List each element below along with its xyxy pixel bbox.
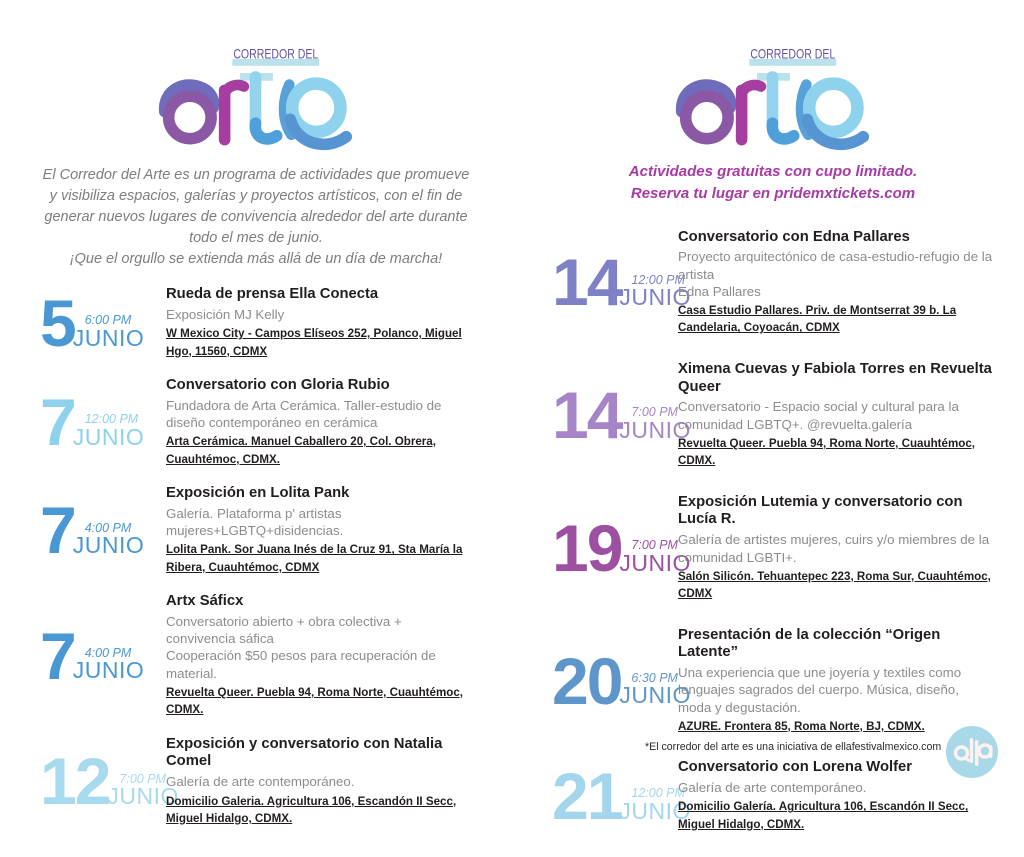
event-june-14-evening [552, 361, 994, 470]
event-june-7-noon [40, 377, 472, 468]
right-column [552, 46, 994, 857]
event-title: Presentación de la colección “Origen Latente” [678, 626, 941, 661]
event-description: Conversatorio - Espacio social y cultural para la comunidad LGBTQ+. @revuelta.galería [678, 399, 959, 432]
event-time: 7:00 PM [631, 538, 678, 553]
event-month: JUNIO [619, 284, 691, 311]
event-location-link[interactable]: W Mexico City - Campos Elíseos 252, Polanco, Miguel Hgo, 11560, CDMX [166, 327, 462, 358]
event-day: 12 [40, 744, 110, 819]
event-time: 12:00 PM [631, 786, 685, 801]
event-day: 14 [552, 377, 622, 452]
event-title: Artx Sáficx [166, 593, 244, 610]
event-month: JUNIO [72, 532, 145, 559]
event-time: 7:00 PM [119, 771, 166, 786]
event-location-link[interactable]: Lolita Pank. Sor Juana Inés de la Cruz 91, Sta María la Ribera, Cuauhtémoc, CDMX [166, 543, 463, 574]
event-time-month [73, 314, 145, 349]
event-month: JUNIO [619, 797, 691, 824]
event-description: Fundadora de Arta Cerámica. Taller-estudio de diseño contemporáneo en cerámica [166, 397, 442, 430]
arte-logo-icon [157, 46, 355, 157]
event-description: Galería de arte contemporáneo. [678, 780, 867, 796]
event-description: Conversatorio abierto + obra colectiva + convivencia sáfica [166, 613, 402, 647]
event-time: 4:00 PM [84, 645, 132, 660]
event-title: Conversatorio con Gloria Rubio [166, 376, 390, 393]
logo-kicker-text: CORREDOR DEL [750, 46, 836, 62]
event-day: 21 [552, 758, 622, 833]
event-june-12 [40, 736, 472, 828]
event-date [552, 245, 691, 320]
event-location-link[interactable]: Domicilio Galeria. Agricultura 106, Escandón II Secc, Miguel Hidalgo, CDMX. [166, 794, 457, 825]
event-details [166, 736, 472, 828]
footnote-text: *El corredor del arte es una iniciativa de [645, 741, 836, 753]
ella-festival-logo-icon [946, 726, 998, 783]
event-description: Una experiencia que une joyería y textiles como lenguajes sagrados del cuerpo. Música, diseño, moda y degustación. [678, 665, 962, 715]
event-date [552, 643, 691, 718]
arte-logo-icon [674, 46, 872, 157]
corredor-del-arte-logo [40, 46, 472, 157]
footnote-site-link[interactable]: ellafestivalmexico.com [835, 741, 942, 753]
event-month: JUNIO [107, 783, 179, 810]
intro-paragraph: El Corredor del Arte es un programa de actividades que promueve y visibiliza espacios, galerías y proyectos artísticos, con el fin de generar nuevos lugares de convivencia alrededor del arte durante todo el mes de junio. [42, 167, 470, 247]
event-description: Galería. Plataforma p' artistas mujeres+LGBTQ+disidencias. [166, 505, 344, 539]
event-date [40, 285, 166, 360]
event-location-link[interactable]: AZURE. Frontera 85, Roma Norte, BJ, CDMX. [678, 719, 925, 733]
event-title: Exposición en Lolita Pank [166, 484, 350, 501]
event-time: 7:00 PM [631, 405, 678, 420]
event-june-20 [552, 627, 994, 736]
event-day: 19 [552, 510, 622, 585]
event-location-link[interactable]: Revuelta Queer. Puebla 94, Roma Norte, Cuauhtémoc, CDMX. [678, 436, 976, 468]
event-location-link[interactable]: Domicilio Galería. Agricultura 106, Escandón II Secc, Miguel Hidalgo, CDMX. [678, 800, 969, 831]
event-time-month [73, 647, 145, 682]
event-description: Proyecto arquitectónico de casa-estudio-refugio de la artista [678, 249, 993, 282]
event-details [166, 485, 472, 576]
logo-kicker-text: CORREDOR DEL [233, 46, 319, 62]
event-details [166, 286, 472, 360]
event-description: Galería de artistes mujeres, cuirs y/o miembres de la comunidad LGBTI+. [678, 532, 990, 565]
event-june-14-noon [552, 229, 994, 337]
event-details [166, 377, 472, 468]
event-details [166, 593, 472, 719]
promo-line-2-prefix: Reserva tu lugar en [630, 184, 775, 202]
event-month: JUNIO [72, 657, 145, 684]
event-june-21 [552, 759, 994, 833]
event-description: Exposición MJ Kelly [166, 306, 285, 322]
event-title: Conversatorio con Edna Pallares [678, 228, 910, 245]
left-column [40, 46, 472, 844]
event-month: JUNIO [72, 423, 145, 450]
event-month: JUNIO [619, 682, 691, 709]
event-details [678, 494, 994, 603]
event-date [552, 377, 691, 452]
event-month: JUNIO [72, 324, 145, 351]
event-location-link[interactable]: Arta Cerámica. Manuel Caballero 20, Col. Obrera, Cuauhtémoc, CDMX. [166, 435, 436, 466]
event-title: Exposición Lutemia y conversatorio con Lucía R. [678, 493, 963, 528]
event-details [678, 229, 994, 337]
event-title: Conversatorio con Lorena Wolfer [678, 759, 913, 776]
event-day: 7 [40, 385, 75, 460]
promo-tickets-link[interactable]: pridemxtickets.com [774, 184, 916, 202]
event-date [40, 744, 179, 819]
event-date [40, 493, 166, 568]
event-june-19 [552, 494, 994, 603]
event-month: JUNIO [619, 416, 691, 443]
event-day: 7 [40, 493, 75, 568]
promo-line-1: Actividades gratuitas con cupo limitado. [628, 163, 918, 180]
event-time: 6:30 PM [631, 670, 678, 685]
event-date [552, 758, 691, 833]
left-events-list [40, 286, 472, 827]
event-title: Rueda de prensa Ella Conecta [166, 286, 379, 303]
event-date [552, 510, 691, 585]
event-time: 12:00 PM [84, 412, 139, 427]
event-june-5 [40, 286, 472, 360]
event-day: 5 [40, 285, 75, 360]
event-date [40, 618, 166, 693]
event-day: 20 [552, 643, 622, 718]
promo-text [552, 161, 994, 205]
event-time: 6:00 PM [84, 313, 132, 328]
event-title: Ximena Cuevas y Fabiola Torres en Revuelta Queer [678, 360, 992, 395]
intro-text [40, 165, 472, 270]
event-title: Exposición y conversatorio con Natalia Comel [166, 735, 443, 770]
event-description-2: Edna Pallares [678, 283, 761, 299]
event-location-link[interactable]: Casa Estudio Pallares. Priv. de Montserrat 39 b. La Candelaria, Coyoacán, CDMX [678, 304, 957, 335]
event-date [40, 385, 166, 460]
event-location-link[interactable]: Revuelta Queer. Puebla 94, Roma Norte, Cuauhtémoc, CDMX. [166, 685, 464, 717]
footnote [645, 741, 941, 753]
event-details [678, 361, 994, 470]
event-day: 14 [552, 245, 622, 320]
event-day: 7 [40, 618, 75, 693]
event-month: JUNIO [619, 549, 691, 576]
intro-slogan: ¡Que el orgullo se extienda más allá de un día de marcha! [69, 251, 443, 268]
event-june-7-artx-saficx [40, 593, 472, 719]
event-details [678, 627, 994, 736]
event-location-link[interactable]: Salón Silicón. Tehuantepec 223, Roma Sur, Cuauhtémoc, CDMX [678, 569, 991, 601]
event-time: 4:00 PM [84, 520, 132, 535]
event-time-month [73, 413, 145, 448]
event-description-2: Cooperación $50 pesos para recuperación de material. [166, 648, 436, 681]
event-time-month [73, 522, 145, 557]
event-june-7-lolita-pank [40, 485, 472, 576]
promo-line-2 [552, 183, 994, 205]
event-description: Galería de arte contemporáneo. [166, 774, 355, 790]
event-time: 12:00 PM [631, 272, 685, 287]
corredor-del-arte-logo [552, 46, 994, 157]
